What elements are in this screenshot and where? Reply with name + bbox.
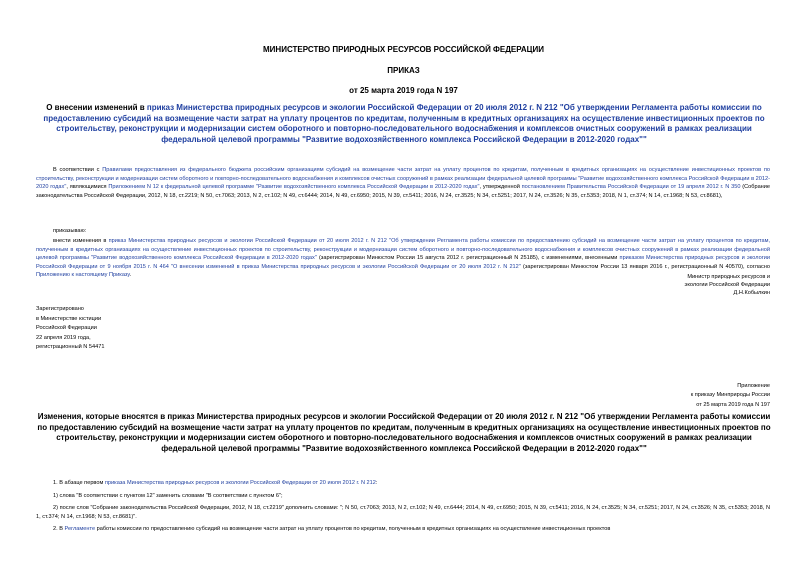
- changes-title-prefix: Изменения, которые вносятся в: [37, 412, 168, 421]
- signature-name: Д.Н.Кобылкин: [733, 290, 770, 297]
- signature-block: [685, 273, 770, 298]
- decision-text-4: .: [129, 272, 132, 279]
- subject-order-link[interactable]: приказ Министерства природных ресурсов и экологии Российской Федерации от 20 июля 2012 г. N 212 "Об утверждении Регламента работы комиссии по предоставлению субсидий на возмещение части затрат на уплату процентов по кредитам, полученным в кредитных организациях на осуществление инвестиционных проектов по строительству, реконструкции и модернизации систем оборотного и повторно-последовательного водоснабжения и комплексов очистных сооружений в рамках реализации федеральной целевой программы "Развитие водохозяйственного комплекса Российской Федерации в 2012-2020 годах"": [43, 103, 765, 144]
- item-1: [36, 479, 770, 488]
- changes-title: [34, 412, 774, 454]
- reglament-link[interactable]: Регламенте: [64, 526, 96, 533]
- subject-prefix: О внесении изменений в: [46, 103, 147, 112]
- ministry-title: МИНИСТЕРСТВО ПРИРОДНЫХ РЕСУРСОВ РОССИЙСКОЙ ФЕДЕРАЦИИ: [263, 45, 544, 54]
- changes-title-order[interactable]: приказ Министерства природных ресурсов и экологии Российской Федерации от 20 июля 2012 г. N 212 "Об утверждении Регламента работы комиссии по предоставлению субсидий на возмещение части затрат на уплату процентов по кредитам, полученным в кредитных организациях на осуществление инвестиционных проектов по строительству, реконструкции и модернизации систем оборотного и повторно-последовательного водоснабжения и комплексов очистных сооружений в рамках реализации федеральной целевой программы "Развитие водохозяйственного комплекса Российской Федерации в 2012-2020 годах"": [37, 412, 771, 453]
- item-1-suffix: :: [375, 480, 378, 486]
- item-2: [36, 525, 770, 534]
- appendix-line-2: к приказу Минприроды России: [690, 392, 770, 399]
- appendix-reference: [691, 382, 770, 410]
- appendix-line-1: Приложение: [737, 383, 770, 389]
- decision-text-3: (зарегистрирован Минюстом России 13 января 2016 г., регистрационный N 40570), согласно: [520, 263, 770, 270]
- registration-line-5: регистрационный N 54471: [36, 344, 105, 351]
- signature-line-1: Министр природных ресурсов и: [687, 274, 770, 280]
- order-word: приказываю:: [53, 228, 87, 234]
- preamble-text-3: , утвержденной: [479, 184, 522, 191]
- government-decree-link[interactable]: постановлением Правительства Российской Федерации от 19 апреля 2012 г. N 350: [521, 184, 741, 191]
- item-1-prefix: 1. В абзаце первом: [53, 480, 105, 486]
- registration-line-3: Российской Федерации: [36, 325, 97, 332]
- order-212-link[interactable]: приказ Министерства природных ресурсов и экологии Российской Федерации от 20 июля 2012 г. N 212 "Об утверждении Регламента работы комиссии по предоставлению субсидий на возмещение части затрат на уплату процентов по кредитам, полученным в кредитных организациях на осуществление инвестиционных проектов по строительству, реконструкции и модернизации систем оборотного и повторно-последовательного водоснабжения и комплексов очистных сооружений в рамках реализации федеральной целевой программы "Развитие водохозяйственного комплекса Российской Федерации в 2012-2020 годах": [36, 238, 770, 262]
- item-2-text: работы комиссии по предоставлению субсидий на возмещение части затрат на уплату процентов по кредитам, полученным в кредитных организациях на осуществление инвестиционных проектов: [95, 526, 611, 533]
- item-2-prefix: 2. В: [53, 526, 65, 533]
- order-date-number: от 25 марта 2019 года N 197: [349, 86, 458, 95]
- registration-line-4: 22 апреля 2019 года,: [36, 334, 91, 341]
- item-1-sub-2: 2) после слов "Собрание законодательства Российской Федерации, 2012, N 18, ст.2219" дополнить словами: "; N 50, ст.7063; 2013, N 2, ст.102; N 49, ст.6444; 2014, N 49, ст.6950; 2015, N 39, ст.5411; 2016, N 24, ст.3525; N 34, ст.5251; 2017, N 24, ст.3526; N 35, ст.5353; 2018, N 1, ст.374; N 14, ст.1968; N 53, ст.8681)".: [36, 505, 770, 520]
- preamble-text-1: В соответствии с: [53, 167, 103, 173]
- decision-text-2: (зарегистрирован Минюстом России 15 августа 2012 г. регистрационный N 25185), с изменениями, внесенными: [316, 255, 620, 262]
- signature-line-2: экологии Российской Федерации: [684, 282, 770, 289]
- decision-text-1: внести изменения в: [53, 238, 109, 244]
- registration-line-1: Зарегистрировано: [36, 306, 84, 312]
- item-1-sub-1: 1) слова "В соответствии с пунктом 12" заменить словами "В соответствии с пунктом 6";: [53, 492, 283, 499]
- changes-items: [36, 479, 770, 534]
- appendix-12-link[interactable]: Приложением N 12 к федеральной целевой программе "Развитие водохозяйственного комплекса Российской Федерации в 2012-2020 годах": [108, 184, 480, 191]
- preamble-text-2: , являющимися: [66, 184, 109, 191]
- preamble-paragraph: [36, 166, 770, 200]
- preamble-text-4: (Собрание законодательства Российской Федерации, 2012, N 18, ст.2219; N 50, ст.7063; 2013, N 2, ст.102; N 49, ст.6444; 2014, N 49, ст.6950; 2015, N 39, ст.5411; 2016, N 24, ст.3525; N 34, ст.5251; 2017, N 24, ст.3526; N 35, ст.5353; 2018, N 1, ст.374; N 14, ст.1968; N 53, ст.8681),: [36, 184, 771, 199]
- appendix-line-3: от 25 марта 2019 года N 197: [696, 401, 770, 408]
- item-1-order-link[interactable]: приказа Министерства природных ресурсов и экологии Российской Федерации от 20 июля 2012 г. N 212: [104, 480, 376, 486]
- registration-line-2: в Министерстве юстиции: [36, 315, 102, 322]
- appendix-link[interactable]: Приложению к настоящему Приказу: [36, 272, 130, 279]
- registration-block: [36, 305, 104, 353]
- order-464-link[interactable]: приказом Министерства природных ресурсов и экологии Российской Федерации от 9 ноября 2015 г. N 464 "О внесении изменений в приказ Министерства природных ресурсов и экологии Российской Федерации от 20 июля 2012 г. N 212": [36, 255, 770, 270]
- doc-type: ПРИКАЗ: [387, 66, 420, 75]
- order-subject: [34, 103, 774, 145]
- rules-link[interactable]: Правилами предоставления из федерального бюджета российским организациям субсидий на возмещение части затрат на уплату процентов по кредитам, полученным в кредитных организациях на осуществление инвестиционных проектов по строительству, реконструкции и модернизации систем оборотного и повторно-последовательного водоснабжения и комплексов очистных сооружений в рамках реализации федеральной целевой программы "Развитие водохозяйственного комплекса Российской Федерации в 2012-2020 годах": [36, 167, 771, 191]
- decision-paragraph: [36, 237, 770, 280]
